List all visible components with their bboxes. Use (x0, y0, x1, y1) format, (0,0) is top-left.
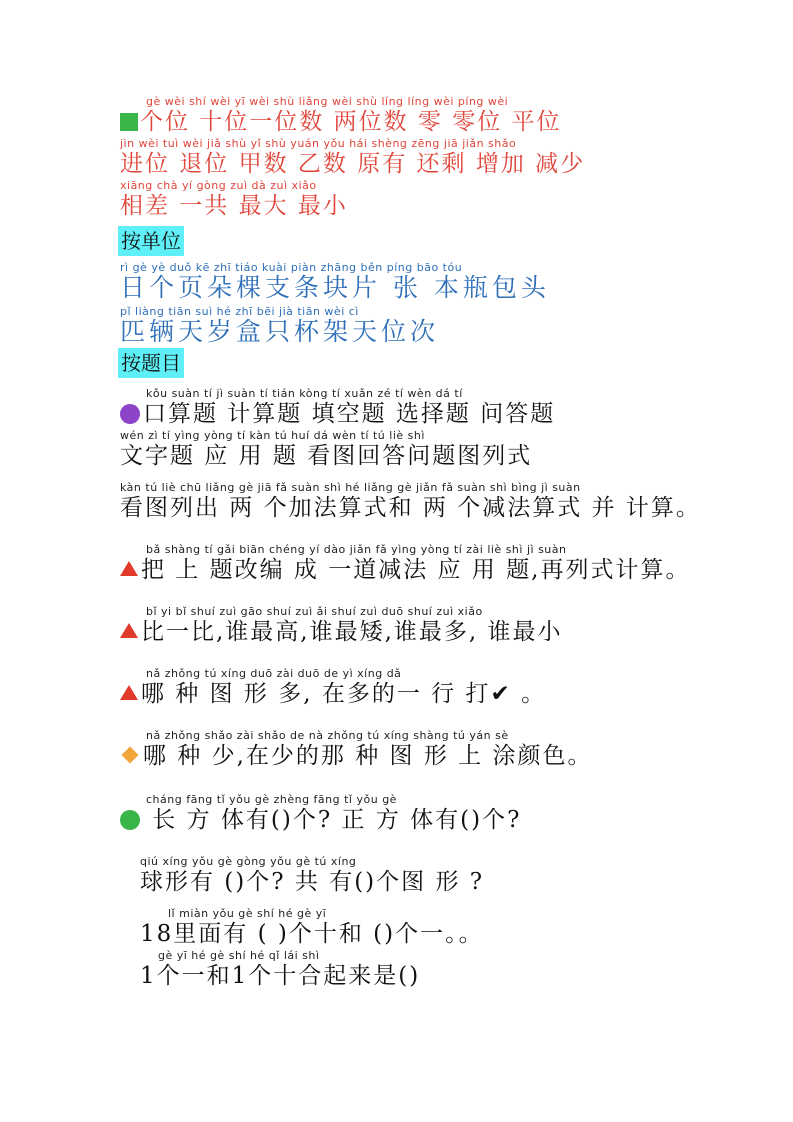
topic-line-8 (120, 794, 521, 834)
pinyin-text: nǎ zhǒng shǎo zài shǎo de nà zhǒng tú xíng shàng tú yán sè (146, 729, 509, 742)
topic-line-7 (120, 730, 593, 770)
checkmark-icon: ✔ (490, 681, 512, 707)
hanzi-text: 口算题 计算题 填空题 选择题 问答题 (120, 400, 555, 428)
hanzi-text: 哪 种 图 形 多, 在多的一 行 打✔ 。 (120, 680, 546, 708)
hanzi-text: 看图列出 两 个加法算式和 两 个减法算式 并 计算。 (120, 495, 701, 521)
pinyin-text: kǒu suàn tí jì suàn tí tián kòng tí xuǎn zé tí wèn dá tí (146, 387, 463, 400)
hanzi-text: 相差 一共 最大 最小 (120, 193, 348, 219)
topic-line-9 (140, 856, 484, 896)
topic-line-5 (120, 606, 563, 646)
hanzi-text: 匹辆天岁盒只杯架天位次 (120, 317, 440, 346)
hanzi-text: 长 方 体有()个? 正 方 体有()个? (120, 806, 521, 834)
pinyin-text: jìn wèi tuì wèi jiǎ shù yǐ shù yuán yǒu hái shèng zēng jiā jiǎn shǎo (120, 137, 517, 150)
topic-line-1 (120, 388, 555, 428)
topic-line-10 (140, 908, 484, 948)
hanzi-text: 比一比,谁最高,谁最矮,谁最多, 谁最小 (120, 618, 563, 646)
topic-line-11 (140, 950, 420, 990)
hanzi-text: 球形有 ()个? 共 有()个图 形 ? (140, 869, 485, 895)
pinyin-text: wén zì tí yìng yòng tí kàn tú huí dá wèn tí tú liè shì (120, 429, 425, 442)
pinyin-text: lǐ miàn yǒu gè shí hé gè yī (168, 907, 327, 920)
red-triangle-icon (120, 623, 138, 638)
pinyin-text: bǎ shàng tí gǎi biān chéng yí dào jiǎn fǎ yìng yòng tí zài liè shì jì suàn (146, 543, 567, 556)
vocab-line-2 (120, 138, 585, 178)
topic-line-2 (120, 430, 532, 470)
pinyin-text: gè yī hé gè shí hé qǐ lái shì (158, 949, 320, 962)
unit-line-2 (120, 306, 439, 346)
pinyin-text: qiú xíng yǒu gè gòng yǒu gè tú xíng (140, 855, 357, 868)
topic-line-4 (120, 544, 691, 584)
topic-line-3 (120, 482, 701, 522)
green-circle-icon (120, 810, 140, 830)
pinyin-text: gè wèi shí wèi yī wèi shù liǎng wèi shù líng líng wèi píng wèi (146, 95, 509, 108)
section-header-topic: 按题目 (118, 348, 184, 378)
hanzi-text: 1个一和1个十合起来是() (140, 963, 421, 989)
hanzi-text: 把 上 题改编 成 一道减法 应 用 题,再列式计算。 (120, 556, 691, 584)
hanzi-text: 日个页朵棵支条块片 张 本瓶包头 (120, 273, 550, 302)
hanzi-text: 进位 退位 甲数 乙数 原有 还剩 增加 减少 (120, 151, 586, 177)
pinyin-text: bǐ yi bǐ shuí zuì gāo shuí zuì ǎi shuí zuì duō shuí zuì xiǎo (146, 605, 483, 618)
topic-line-6 (120, 668, 546, 708)
hanzi-text: 文字题 应 用 题 看图回答问题图列式 (120, 443, 533, 469)
pinyin-text: kàn tú liè chū liǎng gè jiā fǎ suàn shì hé liǎng gè jiǎn fǎ suàn shì bìng jì suàn (120, 481, 581, 494)
unit-line-1 (120, 262, 550, 302)
hanzi-text: 18里面有 ( )个十和 ()个一。。 (140, 921, 484, 947)
vocab-line-3 (120, 180, 348, 220)
red-triangle-icon (120, 685, 138, 700)
red-triangle-icon (120, 561, 138, 576)
pinyin-text: nǎ zhǒng tú xíng duō zài duō de yì xíng dǎ (146, 667, 402, 680)
green-square-icon (120, 113, 138, 131)
section-header-unit: 按单位 (118, 226, 184, 256)
pinyin-text: cháng fāng tǐ yǒu gè zhèng fāng tǐ yǒu gè (146, 793, 397, 806)
purple-circle-icon (120, 404, 140, 424)
pinyin-text: pǐ liàng tiān suì hé zhī bēi jià tiān wèi cì (120, 305, 359, 318)
hanzi-text: 个位 十位一位数 两位数 零 零位 平位 (120, 108, 562, 136)
orange-diamond-icon (122, 747, 139, 764)
pinyin-text: rì gè yè duǒ kē zhī tiáo kuài piàn zhāng běn píng bāo tóu (120, 261, 463, 274)
hanzi-text: 哪 种 少,在少的那 种 图 形 上 涂颜色。 (120, 742, 593, 770)
vocab-line-1 (120, 96, 562, 136)
pinyin-text: xiāng chà yí gòng zuì dà zuì xiǎo (120, 179, 317, 192)
